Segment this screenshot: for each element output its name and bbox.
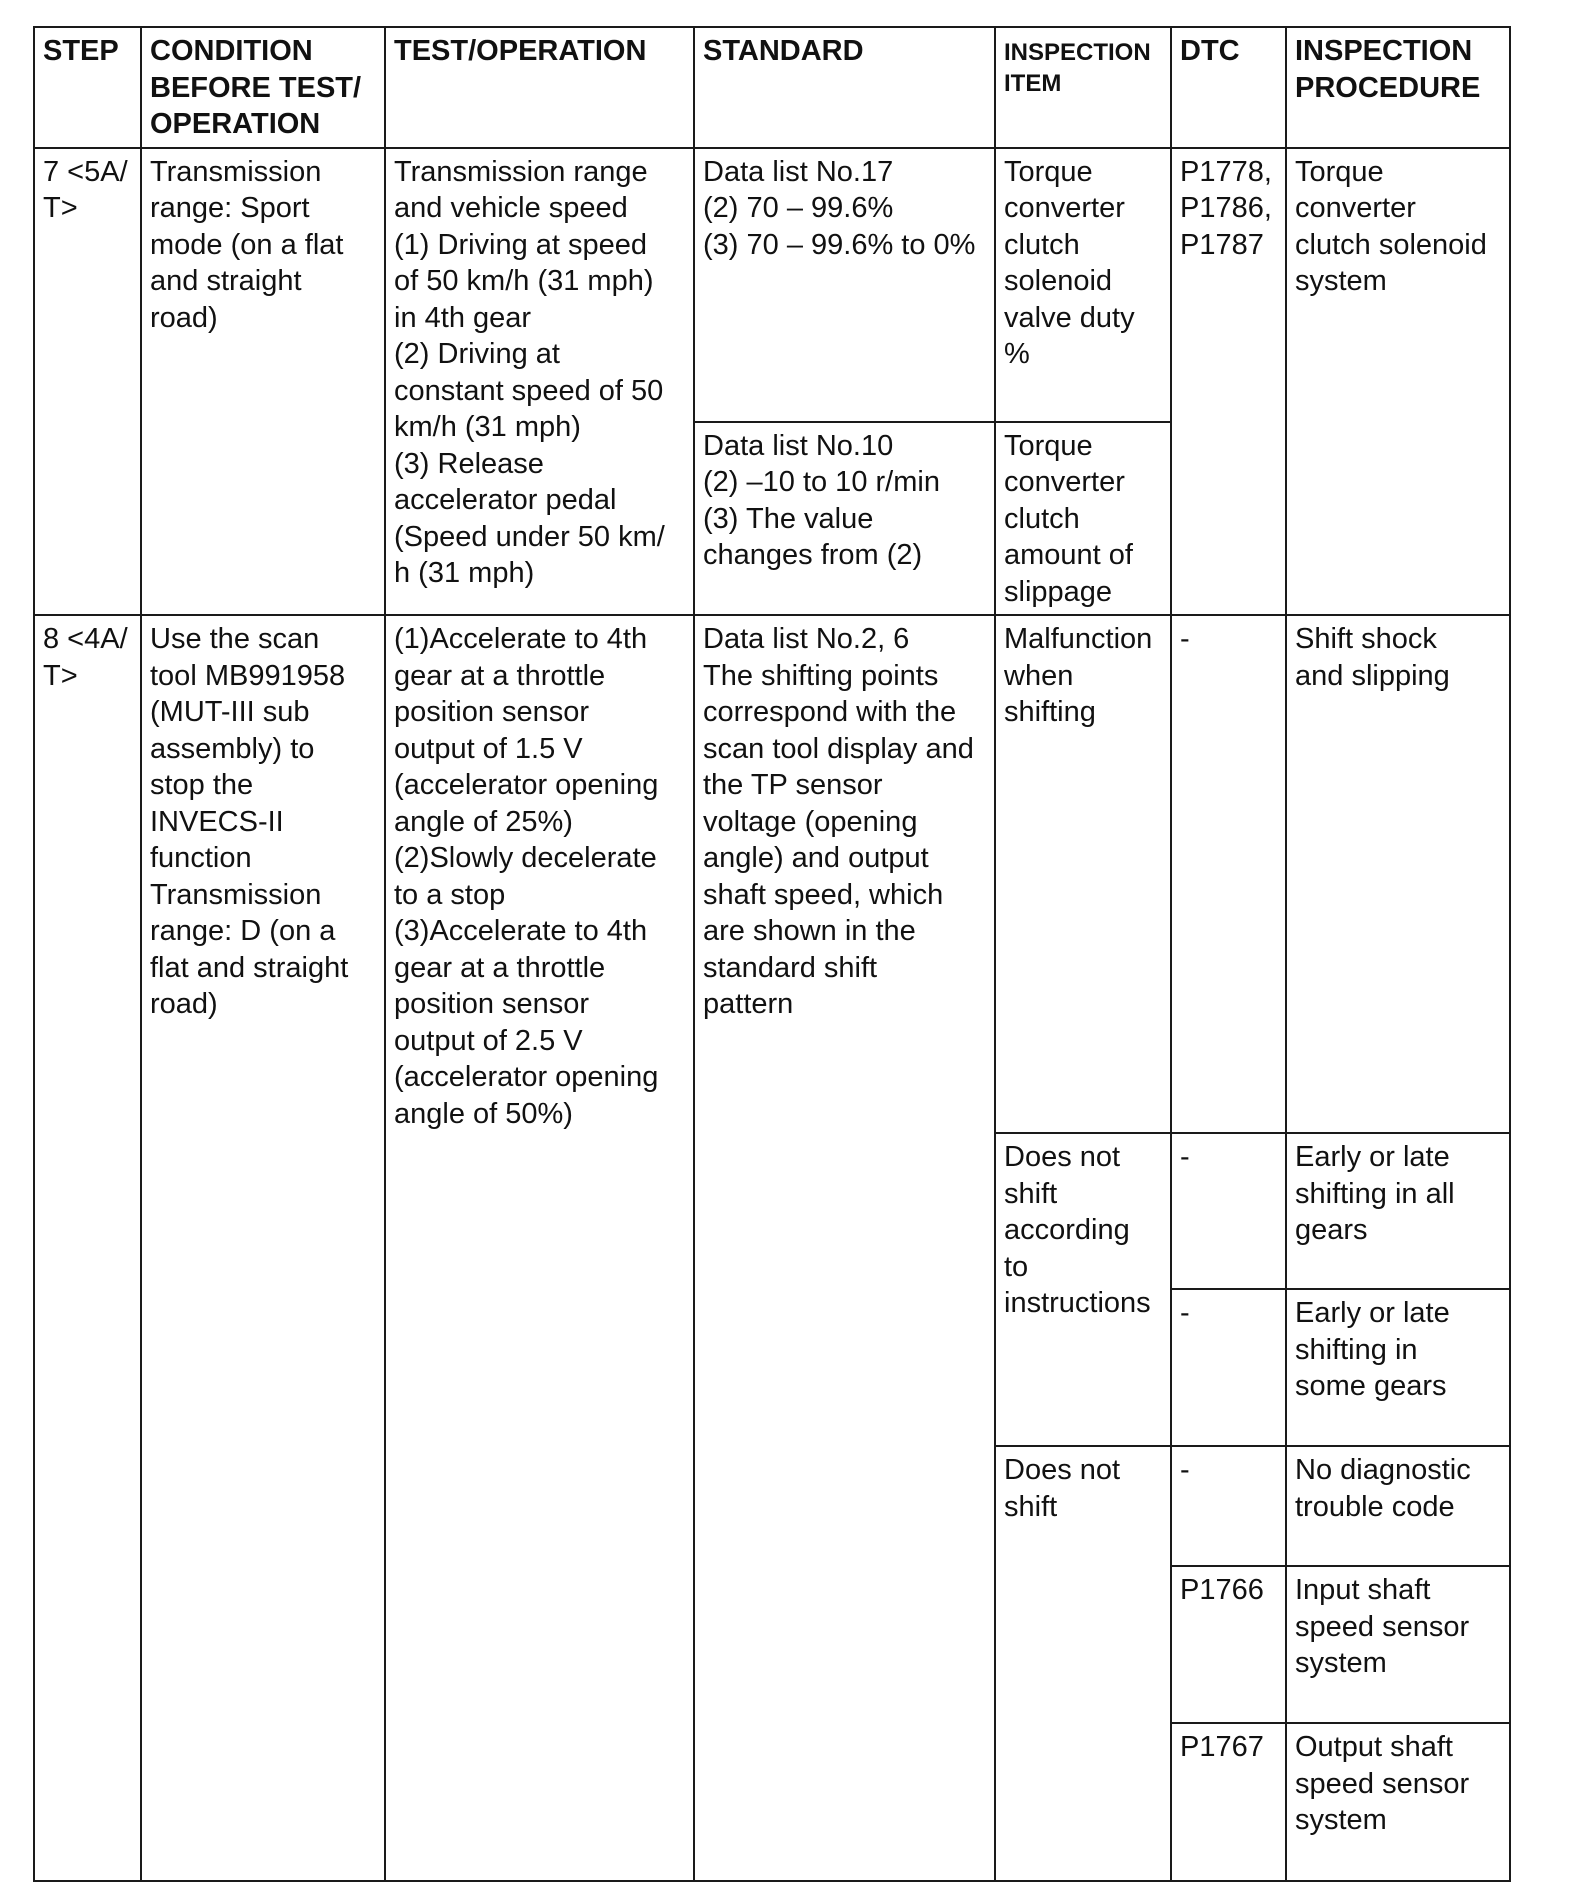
step-7-item-1: Torque converter clutch solenoid valve duty %	[995, 148, 1171, 422]
step-8-cell: 8 <4A/ T>	[34, 615, 141, 1881]
step-8-procedure-2: Early or late shifting in all gears	[1286, 1133, 1510, 1289]
step-8-dtc-4: -	[1171, 1446, 1286, 1566]
step-7-dtc: P1778, P1786, P1787	[1171, 148, 1286, 616]
step-7-item-2: Torque converter clutch amount of slippage	[995, 422, 1171, 616]
step-7-row	[34, 148, 1510, 422]
step-7-standard-2: Data list No.10 (2) –10 to 10 r/min (3) The value changes from (2)	[694, 422, 995, 616]
header-inspection-item: INSPECTION ITEM	[995, 27, 1171, 148]
step-8-item-malfunction: Malfunction when shifting	[995, 615, 1171, 1133]
step-8-test: (1)Accelerate to 4th gear at a throttle position sensor output of 1.5 V (accelerator opening angle of 25%) (2)Slowly decelerate to a stop (3)Accelerate to 4th gear at a throttle position sensor output of 2.5 V (accelerator opening angle of 50%)	[385, 615, 694, 1881]
step-8-dtc-6: P1767	[1171, 1723, 1286, 1881]
step-7-standard-1: Data list No.17 (2) 70 – 99.6% (3) 70 – 99.6% to 0%	[694, 148, 995, 422]
step-8-dtc-1: -	[1171, 615, 1286, 1133]
header-standard: STANDARD	[694, 27, 995, 148]
step-8-dtc-5: P1766	[1171, 1566, 1286, 1723]
step-8-procedure-1: Shift shock and slipping	[1286, 615, 1510, 1133]
step-8-condition: Use the scan tool MB991958 (MUT-III sub assembly) to stop the INVECS-II function Transmission range: D (on a flat and straight road)	[141, 615, 385, 1881]
step-7-condition: Transmission range: Sport mode (on a flat and straight road)	[141, 148, 385, 616]
step-7-procedure: Torque converter clutch solenoid system	[1286, 148, 1510, 616]
header-row	[34, 27, 1510, 148]
header-inspection-procedure: INSPECTION PROCEDURE	[1286, 27, 1510, 148]
header-step: STEP	[34, 27, 141, 148]
step-8-item-not-according: Does not shift according to instructions	[995, 1133, 1171, 1446]
header-dtc: DTC	[1171, 27, 1286, 148]
step-8-procedure-5: Input shaft speed sensor system	[1286, 1566, 1510, 1723]
step-8-procedure-6: Output shaft speed sensor system	[1286, 1723, 1510, 1881]
step-8-procedure-4: No diagnostic trouble code	[1286, 1446, 1510, 1566]
step-8-dtc-3: -	[1171, 1289, 1286, 1446]
step-8-dtc-2: -	[1171, 1133, 1286, 1289]
header-test-operation: TEST/OPERATION	[385, 27, 694, 148]
inspection-table	[33, 26, 1511, 1882]
step-7-test: Transmission range and vehicle speed (1) Driving at speed of 50 km/h (31 mph) in 4th gear (2) Driving at constant speed of 50 km/h (31 mph) (3) Release accelerator pedal (Speed under 50 km/ h (31 mph)	[385, 148, 694, 616]
step-7-cell: 7 <5A/ T>	[34, 148, 141, 616]
header-condition: CONDITION BEFORE TEST/ OPERATION	[141, 27, 385, 148]
step-8-row	[34, 615, 1510, 1133]
step-8-item-does-not-shift: Does not shift	[995, 1446, 1171, 1881]
step-8-standard: Data list No.2, 6 The shifting points correspond with the scan tool display and the TP sensor voltage (opening angle) and output shaft speed, which are shown in the standard shift pattern	[694, 615, 995, 1881]
step-8-procedure-3: Early or late shifting in some gears	[1286, 1289, 1510, 1446]
